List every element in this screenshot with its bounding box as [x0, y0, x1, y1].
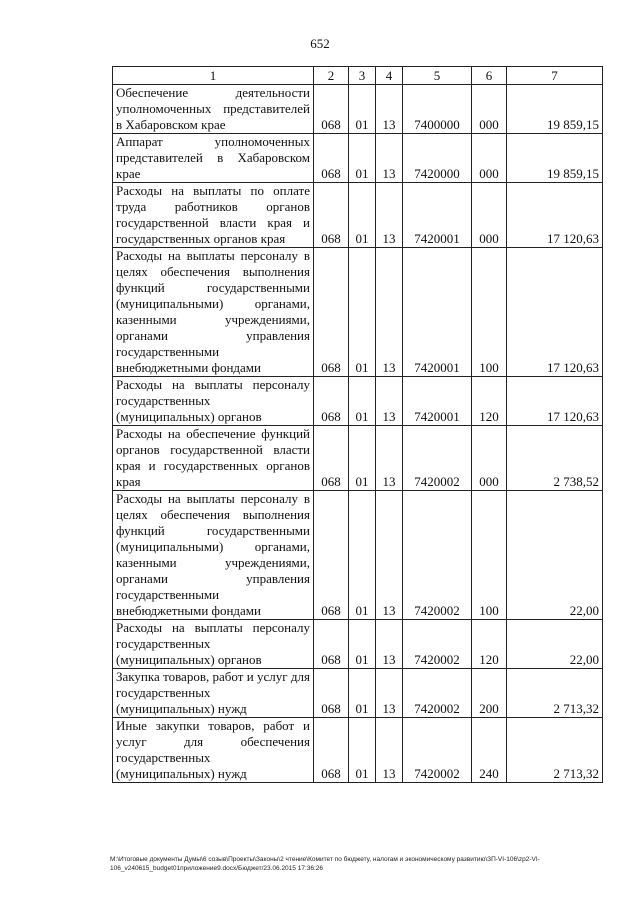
column-header: 5: [403, 67, 472, 85]
subsection-cell: 13: [376, 620, 403, 669]
expense-type-cell: 120: [472, 620, 507, 669]
column-header: 4: [376, 67, 403, 85]
admin-code-cell: 068: [314, 718, 349, 783]
column-header: 7: [507, 67, 603, 85]
table-row: [113, 134, 603, 183]
subsection-cell: 13: [376, 134, 403, 183]
expense-type-cell: 000: [472, 85, 507, 134]
column-header: 2: [314, 67, 349, 85]
column-header: 3: [349, 67, 376, 85]
admin-code-cell: 068: [314, 134, 349, 183]
table-row: [113, 183, 603, 248]
target-article-cell: 7420002: [403, 718, 472, 783]
row-name-cell: Расходы на выплаты персоналу в целях обеспечения выполнения функций государственными (муниципальными) органами, казенными учреждениями, органами управления государственными внебюджетными фондами: [113, 491, 314, 620]
admin-code-cell: 068: [314, 426, 349, 491]
target-article-cell: 7420002: [403, 620, 472, 669]
expense-type-cell: 100: [472, 491, 507, 620]
target-article-cell: 7420001: [403, 248, 472, 377]
section-cell: 01: [349, 491, 376, 620]
subsection-cell: 13: [376, 669, 403, 718]
row-name-cell: Иные закупки товаров, работ и услуг для обеспечения государственных (муниципальных) нужд: [113, 718, 314, 783]
amount-cell: 17 120,63: [507, 377, 603, 426]
amount-cell: 2 713,32: [507, 669, 603, 718]
row-name-cell: Расходы на выплаты по оплате труда работников органов государственной власти края и государственных органов края: [113, 183, 314, 248]
expense-type-cell: 240: [472, 718, 507, 783]
admin-code-cell: 068: [314, 183, 349, 248]
table-row: [113, 426, 603, 491]
subsection-cell: 13: [376, 183, 403, 248]
target-article-cell: 7420002: [403, 669, 472, 718]
target-article-cell: 7420002: [403, 426, 472, 491]
target-article-cell: 7420001: [403, 377, 472, 426]
section-cell: 01: [349, 85, 376, 134]
section-cell: 01: [349, 669, 376, 718]
table-row: [113, 669, 603, 718]
expense-type-cell: 100: [472, 248, 507, 377]
admin-code-cell: 068: [314, 620, 349, 669]
table-header-row: [113, 67, 603, 85]
row-name-cell: Расходы на выплаты персоналу государственных (муниципальных) органов: [113, 377, 314, 426]
target-article-cell: 7420000: [403, 134, 472, 183]
section-cell: 01: [349, 377, 376, 426]
amount-cell: 22,00: [507, 620, 603, 669]
subsection-cell: 13: [376, 377, 403, 426]
row-name-cell: Расходы на выплаты персоналу государственных (муниципальных) органов: [113, 620, 314, 669]
amount-cell: 22,00: [507, 491, 603, 620]
row-name-cell: Расходы на выплаты персоналу в целях обеспечения выполнения функций государственными (муниципальными) органами, казенными учреждениями, органами управления государственными внебюджетными фондами: [113, 248, 314, 377]
row-name-cell: Расходы на обеспечение функций органов государственной власти края и государственных органов края: [113, 426, 314, 491]
target-article-cell: 7420002: [403, 491, 472, 620]
subsection-cell: 13: [376, 426, 403, 491]
subsection-cell: 13: [376, 248, 403, 377]
admin-code-cell: 068: [314, 491, 349, 620]
table-row: [113, 620, 603, 669]
expense-type-cell: 000: [472, 183, 507, 248]
amount-cell: 17 120,63: [507, 183, 603, 248]
amount-cell: 17 120,63: [507, 248, 603, 377]
section-cell: 01: [349, 248, 376, 377]
page-number: 652: [310, 36, 330, 51]
table-row: [113, 491, 603, 620]
expense-type-cell: 000: [472, 426, 507, 491]
amount-cell: 2 738,52: [507, 426, 603, 491]
admin-code-cell: 068: [314, 377, 349, 426]
budget-table: [112, 66, 603, 783]
section-cell: 01: [349, 620, 376, 669]
footer-line: M:\Итоговые документы Думы\6 созыв\Проекты\Законы\2 чтение\Комитет по бюджету, налогам и экономическому развитию\ЗП-VI-106\zp2-VI-: [110, 856, 540, 863]
footer-line: 106_v240615_budget01приложение9.docx/Бюджет/23.06.2015 17:36:26: [110, 865, 324, 872]
admin-code-cell: 068: [314, 669, 349, 718]
table-row: [113, 377, 603, 426]
expense-type-cell: 000: [472, 134, 507, 183]
section-cell: 01: [349, 718, 376, 783]
subsection-cell: 13: [376, 718, 403, 783]
table-row: [113, 718, 603, 783]
file-path-footer: [110, 855, 610, 873]
subsection-cell: 13: [376, 85, 403, 134]
row-name-cell: Обеспечение деятельности уполномоченных представителей в Хабаровском крае: [113, 85, 314, 134]
admin-code-cell: 068: [314, 85, 349, 134]
admin-code-cell: 068: [314, 248, 349, 377]
amount-cell: 2 713,32: [507, 718, 603, 783]
row-name-cell: Аппарат уполномоченных представителей в Хабаровском крае: [113, 134, 314, 183]
amount-cell: 19 859,15: [507, 85, 603, 134]
expense-type-cell: 200: [472, 669, 507, 718]
expense-type-cell: 120: [472, 377, 507, 426]
amount-cell: 19 859,15: [507, 134, 603, 183]
section-cell: 01: [349, 134, 376, 183]
section-cell: 01: [349, 183, 376, 248]
subsection-cell: 13: [376, 491, 403, 620]
target-article-cell: 7420001: [403, 183, 472, 248]
table-row: [113, 248, 603, 377]
target-article-cell: 7400000: [403, 85, 472, 134]
table-row: [113, 85, 603, 134]
section-cell: 01: [349, 426, 376, 491]
column-header: 1: [113, 67, 314, 85]
column-header: 6: [472, 67, 507, 85]
row-name-cell: Закупка товаров, работ и услуг для государственных (муниципальных) нужд: [113, 669, 314, 718]
